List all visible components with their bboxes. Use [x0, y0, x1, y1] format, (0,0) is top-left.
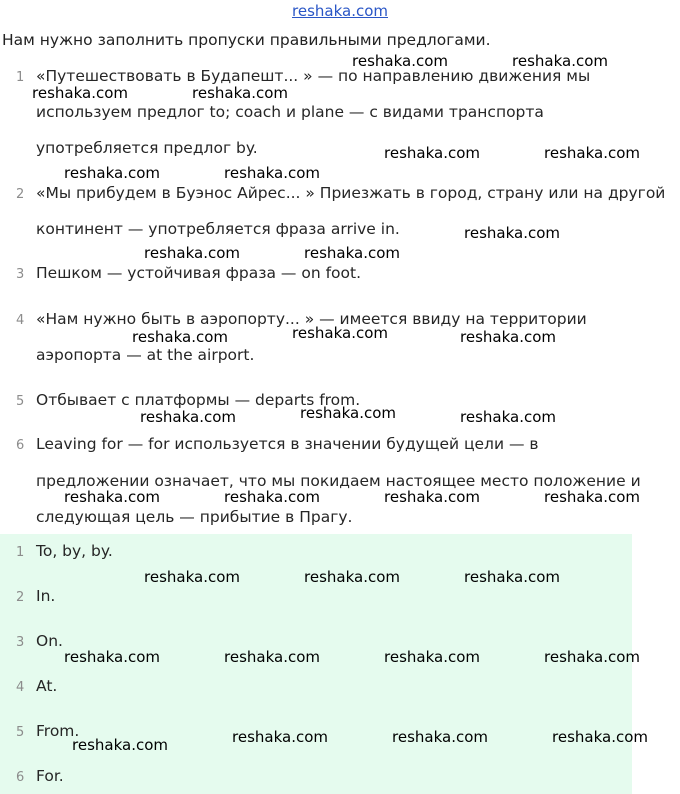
explanation-number: 2	[16, 187, 25, 202]
answer-number: 3	[16, 635, 25, 650]
watermark-text: reshaka.com	[72, 736, 168, 754]
answer-number: 4	[16, 680, 25, 695]
answer-text: From.	[36, 722, 80, 740]
site-header-link[interactable]: reshaka.com	[292, 2, 388, 20]
answer-number: 6	[16, 770, 25, 785]
watermark-text: reshaka.com	[64, 164, 160, 182]
explanation-line: следующая цель — прибытие в Прагу.	[36, 508, 353, 526]
watermark-text: reshaka.com	[232, 728, 328, 746]
answer-number: 2	[16, 590, 25, 605]
answer-text: At.	[36, 677, 58, 695]
answer-text: For.	[36, 767, 64, 785]
explanation-line: «Мы прибудем в Буэнос Айрес... » Приезжать в город, страну или на другой	[36, 184, 666, 202]
watermark-text: reshaka.com	[292, 324, 388, 342]
explanation-line: используем предлог to; coach и plane — с видами транспорта	[36, 103, 544, 121]
watermark-text: reshaka.com	[384, 648, 480, 666]
explanation-line: Отбывает с платформы — departs from.	[36, 391, 361, 409]
watermark-text: reshaka.com	[352, 52, 448, 70]
watermark-text: reshaka.com	[224, 488, 320, 506]
watermark-text: reshaka.com	[144, 244, 240, 262]
watermark-text: reshaka.com	[460, 328, 556, 346]
watermark-text: reshaka.com	[392, 728, 488, 746]
watermark-text: reshaka.com	[64, 488, 160, 506]
watermark-text: reshaka.com	[144, 568, 240, 586]
explanation-line: «Путешествовать в Будапешт... » — по направлению движения мы	[36, 67, 591, 85]
watermark-text: reshaka.com	[460, 408, 556, 426]
explanation-line: континент — употребляется фраза arrive in.	[36, 220, 400, 238]
watermark-text: reshaka.com	[464, 568, 560, 586]
watermark-text: reshaka.com	[544, 648, 640, 666]
explanation-number: 4	[16, 313, 25, 328]
explanation-number: 3	[16, 267, 25, 282]
watermark-text: reshaka.com	[544, 488, 640, 506]
watermark-text: reshaka.com	[464, 224, 560, 242]
task-intro: Нам нужно заполнить пропуски правильными предлогами.	[2, 31, 491, 49]
explanation-number: 1	[16, 70, 25, 85]
explanation-number: 6	[16, 438, 25, 453]
watermark-text: reshaka.com	[300, 404, 396, 422]
explanation-line: «Нам нужно быть в аэропорту... » — имеется ввиду на территории	[36, 310, 587, 328]
watermark-text: reshaka.com	[224, 164, 320, 182]
explanation-line: аэропорта — at the airport.	[36, 346, 255, 364]
watermark-text: reshaka.com	[192, 84, 288, 102]
answer-text: In.	[36, 587, 56, 605]
watermark-text: reshaka.com	[384, 144, 480, 162]
answer-text: On.	[36, 632, 63, 650]
watermark-text: reshaka.com	[140, 408, 236, 426]
watermark-text: reshaka.com	[64, 648, 160, 666]
explanation-line: предложении означает, что мы покидаем настоящее место положение и	[36, 472, 641, 490]
watermark-text: reshaka.com	[384, 488, 480, 506]
answer-number: 1	[16, 545, 25, 560]
watermark-text: reshaka.com	[132, 328, 228, 346]
explanation-line: Пешком — устойчивая фраза — on foot.	[36, 264, 362, 282]
explanation-line: употребляется предлог by.	[36, 139, 258, 157]
watermark-text: reshaka.com	[304, 568, 400, 586]
answer-text: To, by, by.	[36, 542, 113, 560]
watermark-text: reshaka.com	[32, 84, 128, 102]
watermark-text: reshaka.com	[512, 52, 608, 70]
watermark-text: reshaka.com	[552, 728, 648, 746]
explanation-number: 5	[16, 394, 25, 409]
watermark-text: reshaka.com	[544, 144, 640, 162]
explanation-line: Leaving for — for используется в значении будущей цели — в	[36, 435, 539, 453]
answer-number: 5	[16, 725, 25, 740]
watermark-text: reshaka.com	[304, 244, 400, 262]
watermark-text: reshaka.com	[224, 648, 320, 666]
